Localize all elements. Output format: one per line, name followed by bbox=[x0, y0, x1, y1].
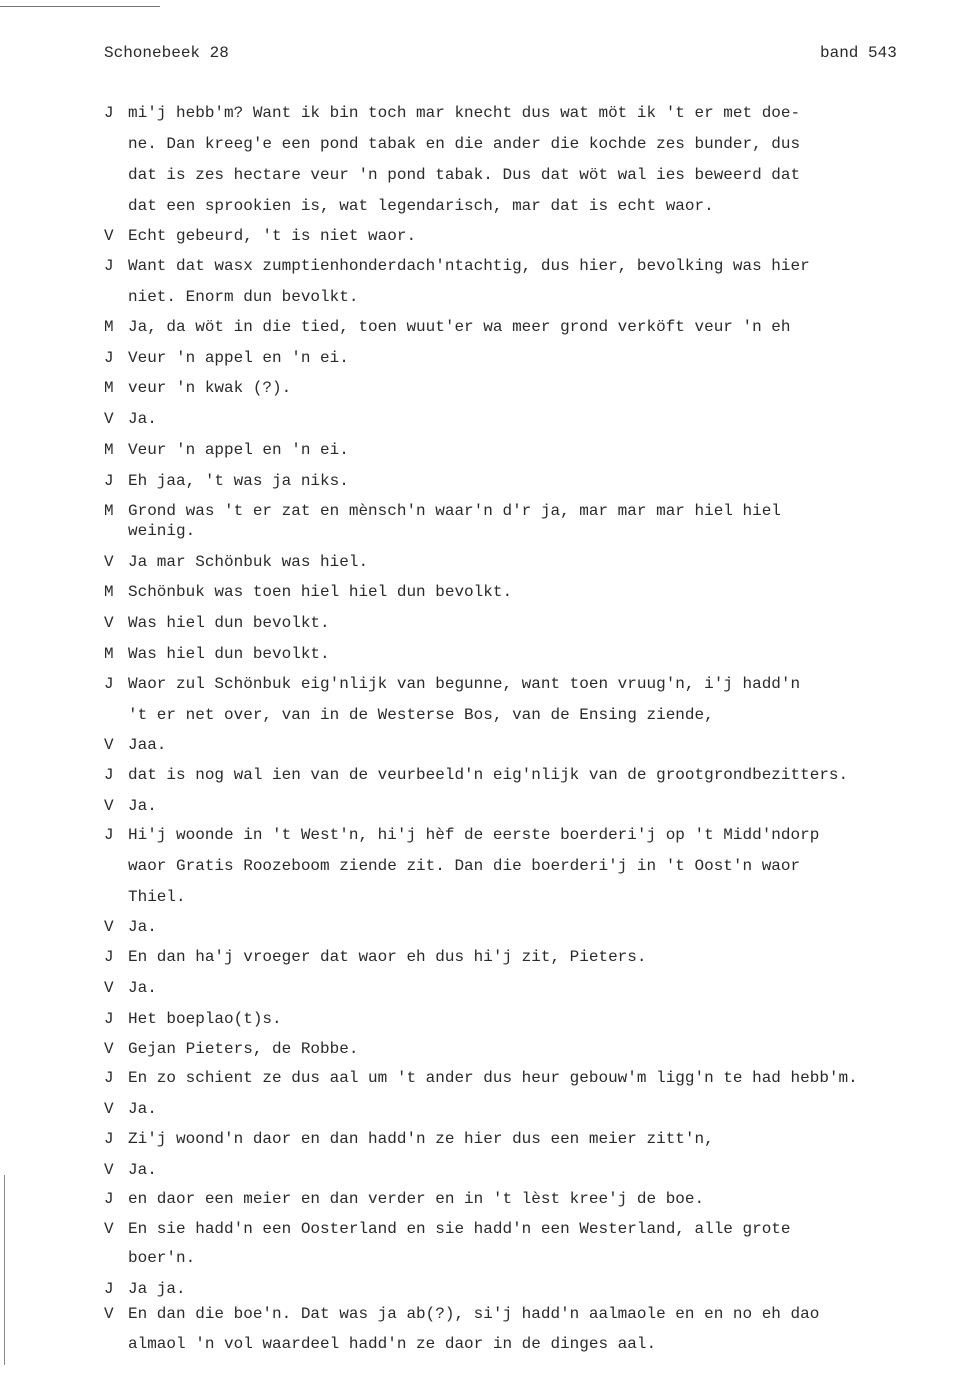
utterance-line: Ja. bbox=[128, 979, 157, 997]
utterance-line: weinig. bbox=[128, 522, 196, 540]
utterance-line: Ja. bbox=[128, 410, 157, 428]
speaker-label: M bbox=[104, 379, 114, 397]
speaker-label: V bbox=[104, 1220, 114, 1238]
utterance-line: Waor zul Schönbuk eig'nlijk van begunne, want toen vruug'n, i'j hadd'n bbox=[128, 675, 801, 693]
utterance-line: Grond was 't er zat en mènsch'n waar'n d'r ja, mar mar mar hiel hiel bbox=[128, 502, 781, 520]
speaker-label: V bbox=[104, 614, 114, 632]
utterance-line: boer'n. bbox=[128, 1249, 196, 1267]
speaker-label: J bbox=[104, 826, 114, 844]
utterance-line: 't er net over, van in de Westerse Bos, van de Ensing ziende, bbox=[128, 706, 714, 724]
utterance-line: Ja, da wöt in die tied, toen wuut'er wa meer grond verköft veur 'n eh bbox=[128, 318, 791, 336]
header-title: Schonebeek 28 bbox=[104, 44, 229, 62]
speaker-label: V bbox=[104, 227, 114, 245]
utterance-line: en daor een meier en dan verder en in 't lèst kree'j de boe. bbox=[128, 1190, 705, 1208]
utterance-line: Veur 'n appel en 'n ei. bbox=[128, 349, 349, 367]
utterance-line: dat is zes hectare veur 'n pond tabak. Dus dat wöt wal ies beweerd dat bbox=[128, 166, 801, 184]
speaker-label: V bbox=[104, 1100, 114, 1118]
speaker-label: J bbox=[104, 1010, 114, 1028]
speaker-label: J bbox=[104, 257, 114, 275]
speaker-label: J bbox=[104, 1130, 114, 1148]
utterance-line: Veur 'n appel en 'n ei. bbox=[128, 441, 349, 459]
utterance-line: Want dat wasx zumptienhonderdach'ntachtig, dus hier, bevolking was hier bbox=[128, 257, 810, 275]
utterance-line: veur 'n kwak (?). bbox=[128, 379, 292, 397]
utterance-line: Gejan Pieters, de Robbe. bbox=[128, 1040, 359, 1058]
speaker-label: M bbox=[104, 645, 114, 663]
top-rule bbox=[0, 6, 160, 7]
utterance-line: dat een sprookien is, wat legendarisch, mar dat is echt waor. bbox=[128, 197, 714, 215]
speaker-label: V bbox=[104, 553, 114, 571]
speaker-label: M bbox=[104, 441, 114, 459]
speaker-label: J bbox=[104, 1069, 114, 1087]
speaker-label: V bbox=[104, 1305, 114, 1323]
speaker-label: V bbox=[104, 410, 114, 428]
speaker-label: J bbox=[104, 1190, 114, 1208]
utterance-line: ne. Dan kreeg'e een pond tabak en die ander die kochde zes bunder, dus bbox=[128, 135, 801, 153]
speaker-label: J bbox=[104, 349, 114, 367]
header-band: band 543 bbox=[820, 44, 897, 62]
utterance-line: Echt gebeurd, 't is niet waor. bbox=[128, 227, 417, 245]
speaker-label: V bbox=[104, 736, 114, 754]
utterance-line: Schönbuk was toen hiel hiel dun bevolkt. bbox=[128, 583, 513, 601]
utterance-line: Ja ja. bbox=[128, 1280, 186, 1298]
utterance-line: Thiel. bbox=[128, 888, 186, 906]
speaker-label: M bbox=[104, 318, 114, 336]
utterance-line: Ja. bbox=[128, 797, 157, 815]
speaker-label: J bbox=[104, 766, 114, 784]
speaker-label: V bbox=[104, 979, 114, 997]
utterance-line: almaol 'n vol waardeel hadd'n ze daor in de dinges aal. bbox=[128, 1335, 657, 1353]
speaker-label: M bbox=[104, 502, 114, 520]
utterance-line: En sie hadd'n een Oosterland en sie hadd'n een Westerland, alle grote bbox=[128, 1220, 791, 1238]
speaker-label: V bbox=[104, 1161, 114, 1179]
utterance-line: Was hiel dun bevolkt. bbox=[128, 645, 330, 663]
speaker-label: J bbox=[104, 675, 114, 693]
speaker-label: V bbox=[104, 918, 114, 936]
utterance-line: niet. Enorm dun bevolkt. bbox=[128, 288, 359, 306]
margin-rule bbox=[4, 1175, 5, 1365]
utterance-line: waor Gratis Roozeboom ziende zit. Dan die boerderi'j in 't Oost'n waor bbox=[128, 857, 801, 875]
utterance-line: En dan ha'j vroeger dat waor eh dus hi'j zit, Pieters. bbox=[128, 948, 647, 966]
utterance-line: mi'j hebb'm? Want ik bin toch mar knecht dus wat möt ik 't er met doe- bbox=[128, 104, 801, 122]
speaker-label: M bbox=[104, 583, 114, 601]
speaker-label: J bbox=[104, 1280, 114, 1298]
utterance-line: Ja mar Schönbuk was hiel. bbox=[128, 553, 369, 571]
speaker-label: V bbox=[104, 797, 114, 815]
utterance-line: Zi'j woond'n daor en dan hadd'n ze hier dus een meier zitt'n, bbox=[128, 1130, 714, 1148]
utterance-line: Ja. bbox=[128, 1100, 157, 1118]
speaker-label: J bbox=[104, 104, 114, 122]
speaker-label: V bbox=[104, 1040, 114, 1058]
utterance-line: En dan die boe'n. Dat was ja ab(?), si'j hadd'n aalmaole en en no eh dao bbox=[128, 1305, 820, 1323]
utterance-line: En zo schient ze dus aal um 't ander dus heur gebouw'm ligg'n te had hebb'm. bbox=[128, 1069, 858, 1087]
speaker-label: J bbox=[104, 472, 114, 490]
utterance-line: Hi'j woonde in 't West'n, hi'j hèf de eerste boerderi'j op 't Midd'ndorp bbox=[128, 826, 820, 844]
utterance-line: Het boeplao(t)s. bbox=[128, 1010, 282, 1028]
utterance-line: Was hiel dun bevolkt. bbox=[128, 614, 330, 632]
utterance-line: dat is nog wal ien van de veurbeeld'n eig'nlijk van de grootgrondbezitters. bbox=[128, 766, 849, 784]
utterance-line: Ja. bbox=[128, 918, 157, 936]
speaker-label: J bbox=[104, 948, 114, 966]
utterance-line: Jaa. bbox=[128, 736, 167, 754]
utterance-line: Ja. bbox=[128, 1161, 157, 1179]
utterance-line: Eh jaa, 't was ja niks. bbox=[128, 472, 349, 490]
